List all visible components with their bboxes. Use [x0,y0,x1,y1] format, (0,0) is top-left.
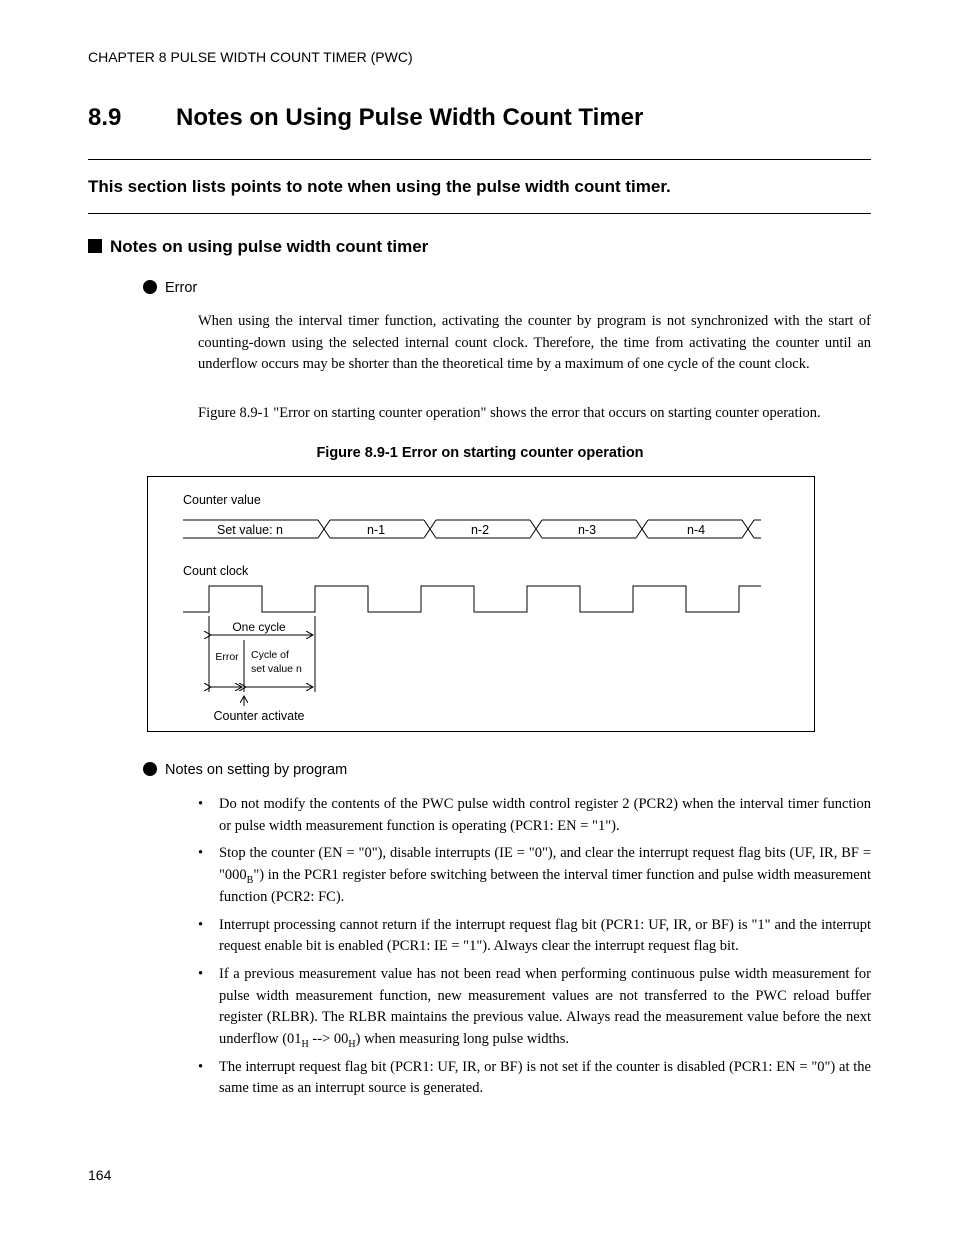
figure-caption: Figure 8.9-1 Error on starting counter operation [316,445,644,461]
error-heading [143,280,197,296]
counter-value-n: Set value: n [216,523,284,537]
divider-bottom [88,213,871,214]
note-4-text-mid: --> 00 [308,1031,349,1048]
note-4-subscript-1: H [301,1038,309,1050]
figure-frame [148,477,815,732]
list-item [198,964,871,1051]
chapter-header: CHAPTER 8 PULSE WIDTH COUNT TIMER (PWC) [88,49,413,65]
counter-value-n-1: n-1 [366,523,386,537]
round-bullet-icon [143,762,157,776]
note-3-text: Interrupt processing cannot return if the interrupt request flag bit (PCR1: UF, IR, or BF) is "1" and the interrupt request enable bit is enabled (PCR1: IE = "1"). Always clear the interrupt request flag bit. [219,916,871,955]
program-notes-heading [143,762,347,778]
counter-value-n-2: n-2 [470,523,490,537]
counter-value-label: Counter value [183,493,261,507]
set-value-n-label: set value n [251,663,302,675]
section-title [88,104,643,132]
error-heading-text: Error [165,280,198,296]
note-4-text-b: ) when measuring long pulse widths. [355,1031,570,1048]
square-bullet-icon [88,239,102,253]
section-title-text: Notes on Using Pulse Width Count Timer [176,104,644,131]
one-cycle-label: One cycle [232,620,286,634]
error-paragraph-2: Figure 8.9-1 "Error on starting counter operation" shows the error that occurs on starting counter operation. [198,405,821,421]
divider-top [88,159,871,160]
error-label: Error [215,651,239,663]
list-item [198,1057,871,1100]
section-number: 8.9 [88,104,122,131]
section-summary: This section lists points to note when using the pulse width count timer. [88,177,671,196]
counter-activate-label: Counter activate [213,709,305,723]
list-item [198,915,871,958]
note-2-text-b: ") in the PCR1 register before switching between the interval timer function and pulse width measurement function (PCR2: FC). [219,867,871,905]
note-5-text: The interrupt request flag bit (PCR1: UF, IR, or BF) is not set if the counter is disabled (PCR1: EN = "0") at the same time as an interrupt source is generated. [219,1058,871,1097]
program-notes-heading-text: Notes on setting by program [165,762,348,778]
error-paragraph-1: When using the interval timer function, activating the counter by program is not synchronized with the start of counting-down using the selected internal count clock. Therefore, the time from activating the counter until an underflow occurs may be shorter than the theoretical time by a maximum of one cycle of the count clock. [198,313,871,373]
subsection-title [88,237,428,257]
note-1-text: Do not modify the contents of the PWC pulse width control register 2 (PCR2) when the interval timer function or pulse width measurement function is operating (PCR1: EN = "1"). [219,796,871,834]
count-clock-label: Count clock [183,564,249,578]
timing-diagram [147,476,815,732]
note-2-text-a: Stop the counter (EN = "0"), disable interrupts (IE = "0"), and clear the interrupt request flag bits (UF, IR, BF = "000 [219,845,871,884]
cycle-of-label: Cycle of [251,649,289,661]
subsection-title-text: Notes on using pulse width count timer [110,237,429,256]
program-notes-list [198,794,871,1106]
page-number: 164 [88,1167,112,1183]
list-item [198,843,871,908]
round-bullet-icon [143,280,157,294]
counter-value-n-4: n-4 [686,523,706,537]
counter-value-n-3: n-3 [577,523,597,537]
note-4-subscript-2: H [348,1038,356,1050]
list-item [198,794,871,837]
note-4-text-a: If a previous measurement value has not been read when performing continuous pulse width measurement for pulse width measurement function, new measurement values are not transferred to the PWC reload buffer register (RLBR). The RLBR maintains the previous value. Always read the measurement value before the next underflow (01 [219,965,871,1048]
note-2-subscript: B [246,875,254,886]
